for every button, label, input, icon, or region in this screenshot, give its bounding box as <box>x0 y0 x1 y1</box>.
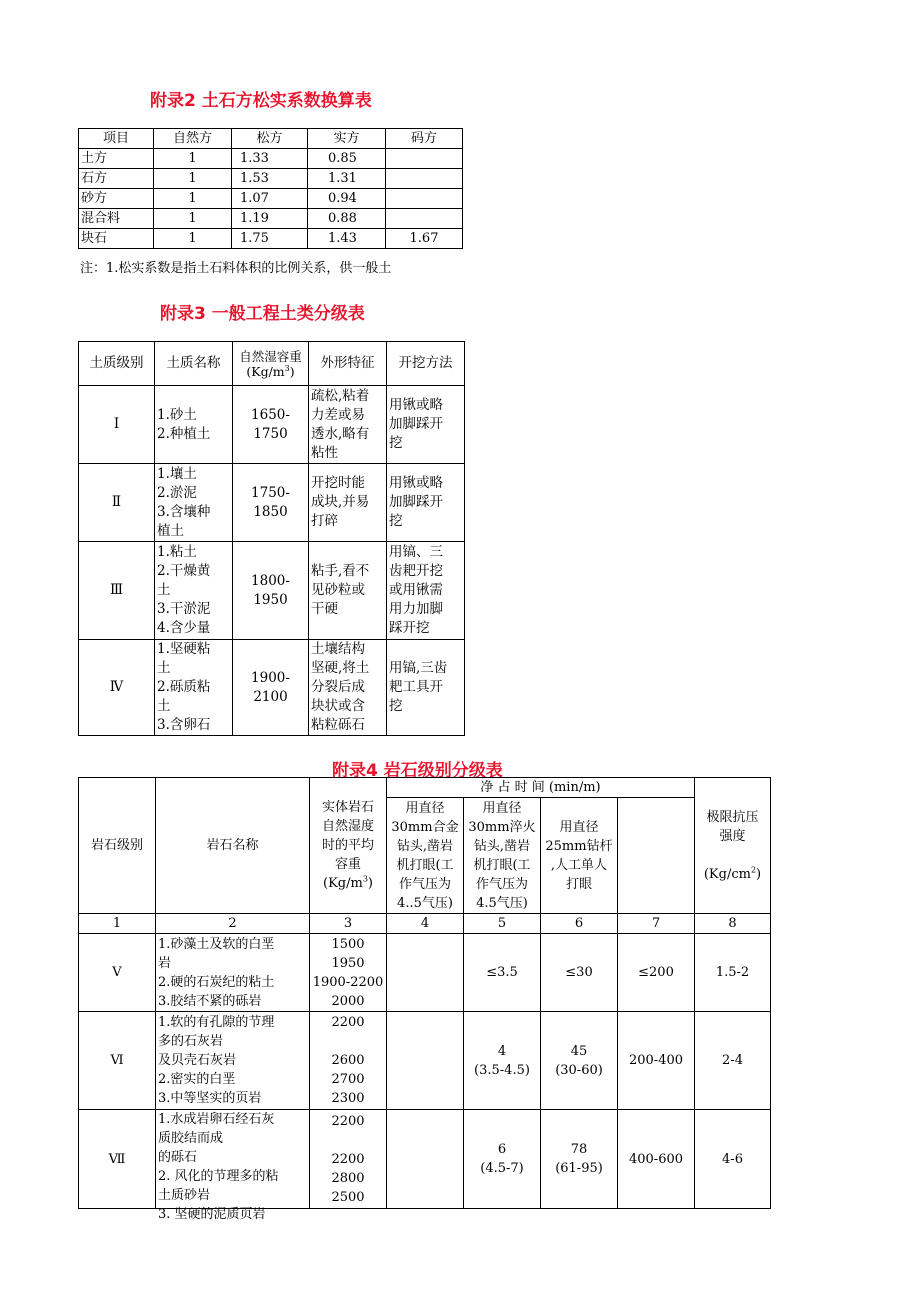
table-header-row <box>79 778 771 798</box>
table-cell: 6 (4.5-7) <box>464 1110 541 1209</box>
header-cell: 开挖方法 <box>387 342 465 386</box>
table-cell: 用锹或略 加脚踩开 挖 <box>387 464 465 542</box>
table-cell: 砂方 <box>79 189 154 209</box>
table-cell: ≤3.5 <box>464 934 541 1012</box>
table-cell: 1.53 <box>232 169 308 189</box>
table-cell <box>156 1110 310 1222</box>
table-cell: 开挖时能 成块,并易 打碎 <box>309 464 387 542</box>
table-row <box>79 1110 771 1209</box>
table-cell: 1.33 <box>232 149 308 169</box>
table-row <box>79 934 771 1012</box>
table-cell: 1 <box>154 189 232 209</box>
table-cell: Ⅰ <box>79 386 155 464</box>
header-sub-1: 用直径 30mm合金 钻头,凿岩 机打眼(工 作气压为 4..5气压) <box>387 798 464 914</box>
table-cell: 0.85 <box>308 149 386 169</box>
table-cell: 400-600 <box>618 1110 695 1209</box>
table-cell: 4 (3.5-4.5) <box>464 1012 541 1110</box>
header-sub-2: 用直径 30mm淬火 钻头,凿岩 机打眼(工 作气压为 4.5气压) <box>464 798 541 914</box>
table-header-row <box>79 129 463 149</box>
table-cell: 土壤结构 坚硬,将土 分裂后成 块状或含 粘粒砾石 <box>309 640 387 736</box>
header-cell: 外形特征 <box>309 342 387 386</box>
appendix2-note: 注：1.松实系数是指土石料体积的比例关系，供一般土 <box>80 261 392 276</box>
table-cell: 1900-2100 <box>233 640 309 736</box>
table-cell <box>387 1012 464 1110</box>
table-cell: ≤200 <box>618 934 695 1012</box>
appendix2-table <box>78 128 463 249</box>
table-cell <box>386 149 463 169</box>
table-cell: 0.94 <box>308 189 386 209</box>
header-strength: 极限抗压 强度 $(Kg/cm^2)$ <box>695 778 771 914</box>
column-number: 4 <box>387 914 464 934</box>
header-sub-3: 用直径 25mm钻杆 ,人工单人 打眼 <box>541 798 618 914</box>
header-name: 岩石名称 <box>156 778 310 914</box>
header-cell-density: 自然湿容重 $(Kg/m^3)$ <box>233 342 309 386</box>
column-number: 5 <box>464 914 541 934</box>
table-cell: 1.坚硬粘 土 2.砾质粘 土 3.含卵石 <box>155 640 233 736</box>
column-number: 7 <box>618 914 695 934</box>
table-cell: 块石 <box>79 229 154 249</box>
table-cell: 1.砂藻土及软的白垩 岩 2.硬的石炭纪的粘土 3.胶结不紧的砾岩 <box>156 934 310 1012</box>
column-number: 6 <box>541 914 618 934</box>
header-cell: 土质级别 <box>79 342 155 386</box>
table-cell: 1800-1950 <box>233 542 309 640</box>
table-cell: 2-4 <box>695 1012 771 1110</box>
table-cell: 1500 1950 1900-2200 2000 <box>310 934 387 1012</box>
appendix3-table <box>78 341 465 736</box>
table-cell: 土方 <box>79 149 154 169</box>
table-row <box>79 640 465 736</box>
table-cell: 1.软的有孔隙的节理 多的石灰岩 及贝壳石灰岩 2.密实的白垩 3.中等坚实的页岩 <box>156 1012 310 1110</box>
header-cell: 土质名称 <box>155 342 233 386</box>
header-cell: 自然方 <box>154 129 232 149</box>
table-cell <box>386 209 463 229</box>
table-cell: Ⅱ <box>79 464 155 542</box>
table-cell: 1.31 <box>308 169 386 189</box>
header-cell: 项目 <box>79 129 154 149</box>
table-cell: 78 (61-95) <box>541 1110 618 1209</box>
table-cell <box>387 934 464 1012</box>
table-row <box>79 149 463 169</box>
column-number: 3 <box>310 914 387 934</box>
table-cell: 用镐、三 齿耙开挖 或用锹需 用力加脚 踩开挖 <box>387 542 465 640</box>
table-row <box>79 464 465 542</box>
appendix2-title: 附录2 土石方松实系数换算表 <box>150 91 372 111</box>
table-cell: 1.43 <box>308 229 386 249</box>
table-cell: Ⅳ <box>79 640 155 736</box>
header-cell: 实方 <box>308 129 386 149</box>
column-number: 8 <box>695 914 771 934</box>
appendix3-title: 附录3 一般工程土类分级表 <box>160 304 365 324</box>
table-cell: 1.砂土 2.种植土 <box>155 386 233 464</box>
table-cell: 1 <box>154 229 232 249</box>
table-cell: 1750-1850 <box>233 464 309 542</box>
table-cell: 1.75 <box>232 229 308 249</box>
table-row <box>79 1012 771 1110</box>
table-row <box>79 229 463 249</box>
table-cell: 1.5-2 <box>695 934 771 1012</box>
table-cell: Ⅵ <box>79 1012 156 1110</box>
table-row <box>79 386 465 464</box>
table-cell: 石方 <box>79 169 154 189</box>
table-cell: 疏松,粘着 力差或易 透水,略有 粘性 <box>309 386 387 464</box>
table-cell: ≤30 <box>541 934 618 1012</box>
table-cell <box>386 169 463 189</box>
table-cell: 1.07 <box>232 189 308 209</box>
table-cell: Ⅲ <box>79 542 155 640</box>
table-cell: 1.19 <box>232 209 308 229</box>
table-cell: 1.粘土 2.干燥黄 土 3.干淤泥 4.含少量 <box>155 542 233 640</box>
table-cell: Ⅴ <box>79 934 156 1012</box>
column-number: 1 <box>79 914 156 934</box>
column-number: 2 <box>156 914 310 934</box>
table-cell: 粘手,看不 见砂粒或 干硬 <box>309 542 387 640</box>
appendix4-table <box>78 777 771 1222</box>
cell-clip: 1.水成岩卵石经石灰 质胶结而成 的砾石 2. 风化的节理多的粘 土质砂岩 3. 坚硬的泥质页岩 <box>158 1112 279 1222</box>
table-cell: 用锹或略 加脚踩开 挖 <box>387 386 465 464</box>
table-cell: 用镐,三齿 耙工具开 挖 <box>387 640 465 736</box>
appendix4-title: 附录4 岩石级别分级表 <box>332 761 503 781</box>
column-number-row <box>79 914 771 934</box>
table-cell: 4-6 <box>695 1110 771 1209</box>
table-cell <box>387 1110 464 1209</box>
table-cell: 1.壤土 2.淤泥 3.含壤种 植土 <box>155 464 233 542</box>
table-row <box>79 189 463 209</box>
header-density: 实体岩石 自然湿度 时的平均 容重 $(Kg/m^3)$ <box>310 778 387 914</box>
table-cell: 1 <box>154 149 232 169</box>
table-cell: 2200 2200 2800 2500 <box>310 1110 387 1209</box>
header-grade: 岩石级别 <box>79 778 156 914</box>
table-cell: 1650-1750 <box>233 386 309 464</box>
header-net-time: 净 占 时 间 (min/m) <box>387 778 695 798</box>
table-cell: Ⅶ <box>79 1110 156 1209</box>
table-cell: 0.88 <box>308 209 386 229</box>
table-cell: 200-400 <box>618 1012 695 1110</box>
table-cell <box>386 189 463 209</box>
table-row <box>79 209 463 229</box>
header-cell: 码方 <box>386 129 463 149</box>
table-header-row <box>79 342 465 386</box>
table-cell: 45 (30-60) <box>541 1012 618 1110</box>
table-row <box>79 169 463 189</box>
table-cell: 2200 2600 2700 2300 <box>310 1012 387 1110</box>
table-cell: 1 <box>154 169 232 189</box>
table-row <box>79 542 465 640</box>
table-cell: 1 <box>154 209 232 229</box>
table-cell: 混合料 <box>79 209 154 229</box>
header-cell: 松方 <box>232 129 308 149</box>
table-cell: 1.67 <box>386 229 463 249</box>
